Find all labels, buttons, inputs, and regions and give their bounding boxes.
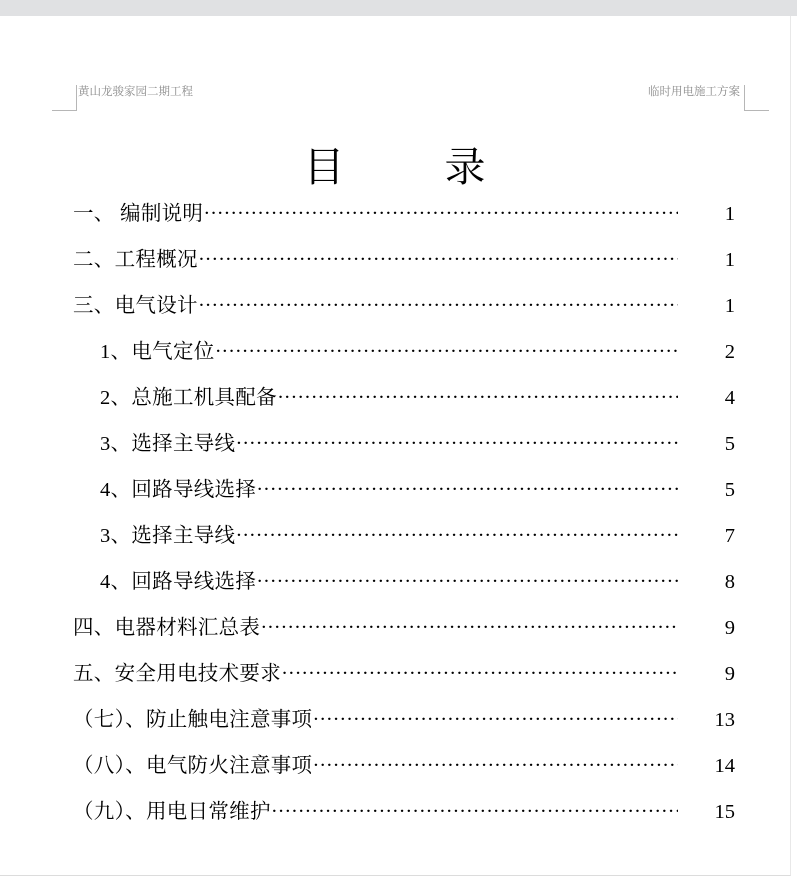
toc-entry-label: 一、 编制说明 bbox=[73, 203, 204, 225]
toc-page-number: 1 bbox=[724, 295, 735, 317]
toc-entry[interactable] bbox=[0, 380, 791, 426]
toc-entry-label: 四、电器材料汇总表 bbox=[73, 617, 261, 639]
toc-leader-dots bbox=[204, 200, 678, 220]
toc-leader-dots bbox=[278, 384, 678, 404]
toc-entry[interactable] bbox=[0, 196, 791, 242]
toc-entry-label: （九）、用电日常维护 bbox=[73, 801, 271, 823]
toc-leader-dots bbox=[261, 614, 678, 634]
toc-entry[interactable] bbox=[0, 610, 791, 656]
header-right-text: 临时用电施工方案 bbox=[648, 86, 740, 98]
toc-entry[interactable] bbox=[0, 334, 791, 380]
toc-leader-dots bbox=[282, 660, 678, 680]
toc-page-number: 9 bbox=[724, 663, 735, 685]
toc-page-number: 4 bbox=[724, 387, 735, 409]
toc-entry[interactable] bbox=[0, 518, 791, 564]
toc-page-number: 8 bbox=[724, 571, 735, 593]
toc-entry[interactable] bbox=[0, 288, 791, 334]
toc-page-number: 7 bbox=[724, 525, 735, 547]
application-top-strip bbox=[0, 0, 797, 16]
toc-leader-dots bbox=[199, 292, 678, 312]
toc-entry-label: 3、选择主导线 bbox=[100, 433, 236, 455]
toc-page-number: 13 bbox=[714, 709, 735, 731]
toc-leader-dots bbox=[313, 752, 678, 772]
toc-entry[interactable] bbox=[0, 794, 791, 840]
margin-crop-mark-top-left bbox=[52, 85, 77, 111]
table-of-contents bbox=[0, 196, 791, 840]
toc-entry-label: 1、电气定位 bbox=[100, 341, 215, 363]
toc-leader-dots bbox=[313, 706, 678, 726]
toc-page-number: 2 bbox=[724, 341, 735, 363]
toc-page-number: 5 bbox=[724, 479, 735, 501]
toc-entry[interactable] bbox=[0, 564, 791, 610]
toc-leader-dots bbox=[236, 430, 678, 450]
toc-page-number: 1 bbox=[724, 249, 735, 271]
toc-leader-dots bbox=[199, 246, 678, 266]
toc-entry-label: （八）、电气防火注意事项 bbox=[73, 755, 313, 777]
toc-entry-label: 2、总施工机具配备 bbox=[100, 387, 277, 409]
margin-crop-mark-top-right bbox=[744, 85, 769, 111]
toc-leader-dots bbox=[257, 476, 678, 496]
toc-entry[interactable] bbox=[0, 472, 791, 518]
toc-page-number: 5 bbox=[724, 433, 735, 455]
toc-entry-label: （七）、防止触电注意事项 bbox=[73, 709, 313, 731]
toc-leader-dots bbox=[216, 338, 678, 358]
toc-page-number: 14 bbox=[714, 755, 735, 777]
toc-page-number: 15 bbox=[714, 801, 735, 823]
toc-entry[interactable] bbox=[0, 656, 791, 702]
toc-entry[interactable] bbox=[0, 242, 791, 288]
toc-entry-label: 3、选择主导线 bbox=[100, 525, 236, 547]
toc-entry-label: 五、安全用电技术要求 bbox=[73, 663, 281, 685]
toc-entry-label: 三、电气设计 bbox=[73, 295, 198, 317]
document-running-header bbox=[78, 84, 740, 102]
toc-entry[interactable] bbox=[0, 702, 791, 748]
page-title: 目 录 bbox=[303, 144, 488, 190]
toc-entry-label: 4、回路导线选择 bbox=[100, 571, 257, 593]
toc-leader-dots bbox=[236, 522, 678, 542]
toc-leader-dots bbox=[257, 568, 678, 588]
toc-entry-label: 4、回路导线选择 bbox=[100, 479, 257, 501]
header-left-text: 黄山龙骏家园二期工程 bbox=[78, 86, 193, 98]
toc-leader-dots bbox=[272, 798, 678, 818]
toc-entry-label: 二、工程概况 bbox=[73, 249, 198, 271]
toc-entry[interactable] bbox=[0, 426, 791, 472]
toc-page-number: 9 bbox=[724, 617, 735, 639]
toc-entry[interactable] bbox=[0, 748, 791, 794]
toc-page-number: 1 bbox=[724, 203, 735, 225]
